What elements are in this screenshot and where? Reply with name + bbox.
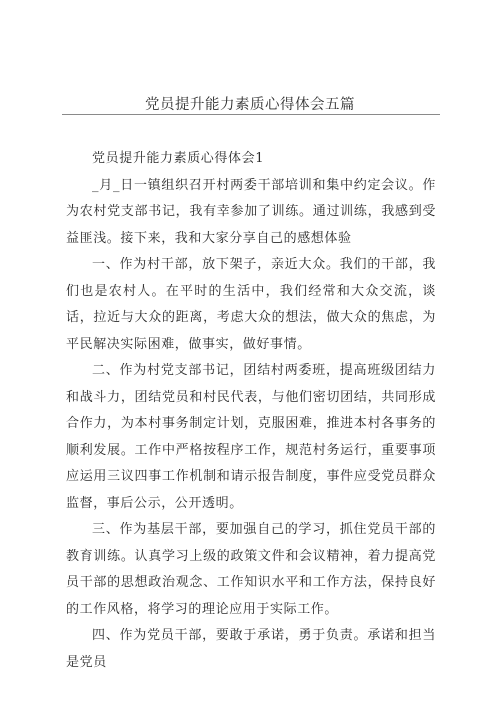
- document-title: 党员提升能力素质心得体会五篇: [145, 97, 355, 113]
- section-heading: 党员提升能力素质心得体会1: [92, 151, 265, 166]
- document-body: [66, 146, 436, 676]
- paragraph: 二、作为村党支部书记，团结村两委班，提高班级团结力和战斗力，团结党员和村民代表，与他们密切团结，共同形成合作力，为本村事务制定计划，克服困难，推进本村各事务的顺利发展。工作中严格按程序工作，规范村务运行，重要事项应运用三议四事工作机制和请示报告制度，事件应受党员群众监督，事后公示，公开透明。: [66, 363, 436, 511]
- paragraph: 四、作为党员干部，要敢于承诺，勇于负责。承诺和担当是党员: [66, 628, 436, 670]
- title-divider: [62, 114, 440, 115]
- paragraph: _月_日一镇组织召开村两委干部培训和集中约定会议。作为农村党支部书记，我有幸参加了训练。通过训练，我感到受益匪浅。接下来，我和大家分享自己的感想体验: [66, 177, 436, 246]
- paragraph: 三、作为基层干部，要加强自己的学习，抓住党员干部的教育训练。认真学习上级的政策文件和会议精神，着力提高党员干部的思想政治观念、工作知识水平和工作方法，保持良好的工作风格，将学习的理论应用于实际工作。: [66, 522, 436, 617]
- paragraph: 一、作为村干部，放下架子，亲近大众。我们的干部，我们也是农村人。在平时的生活中，我们经常和大众交流，谈话，拉近与大众的距离，考虑大众的想法，做大众的焦虑，为平民解决实际困难，做事实，做好事情。: [66, 257, 436, 352]
